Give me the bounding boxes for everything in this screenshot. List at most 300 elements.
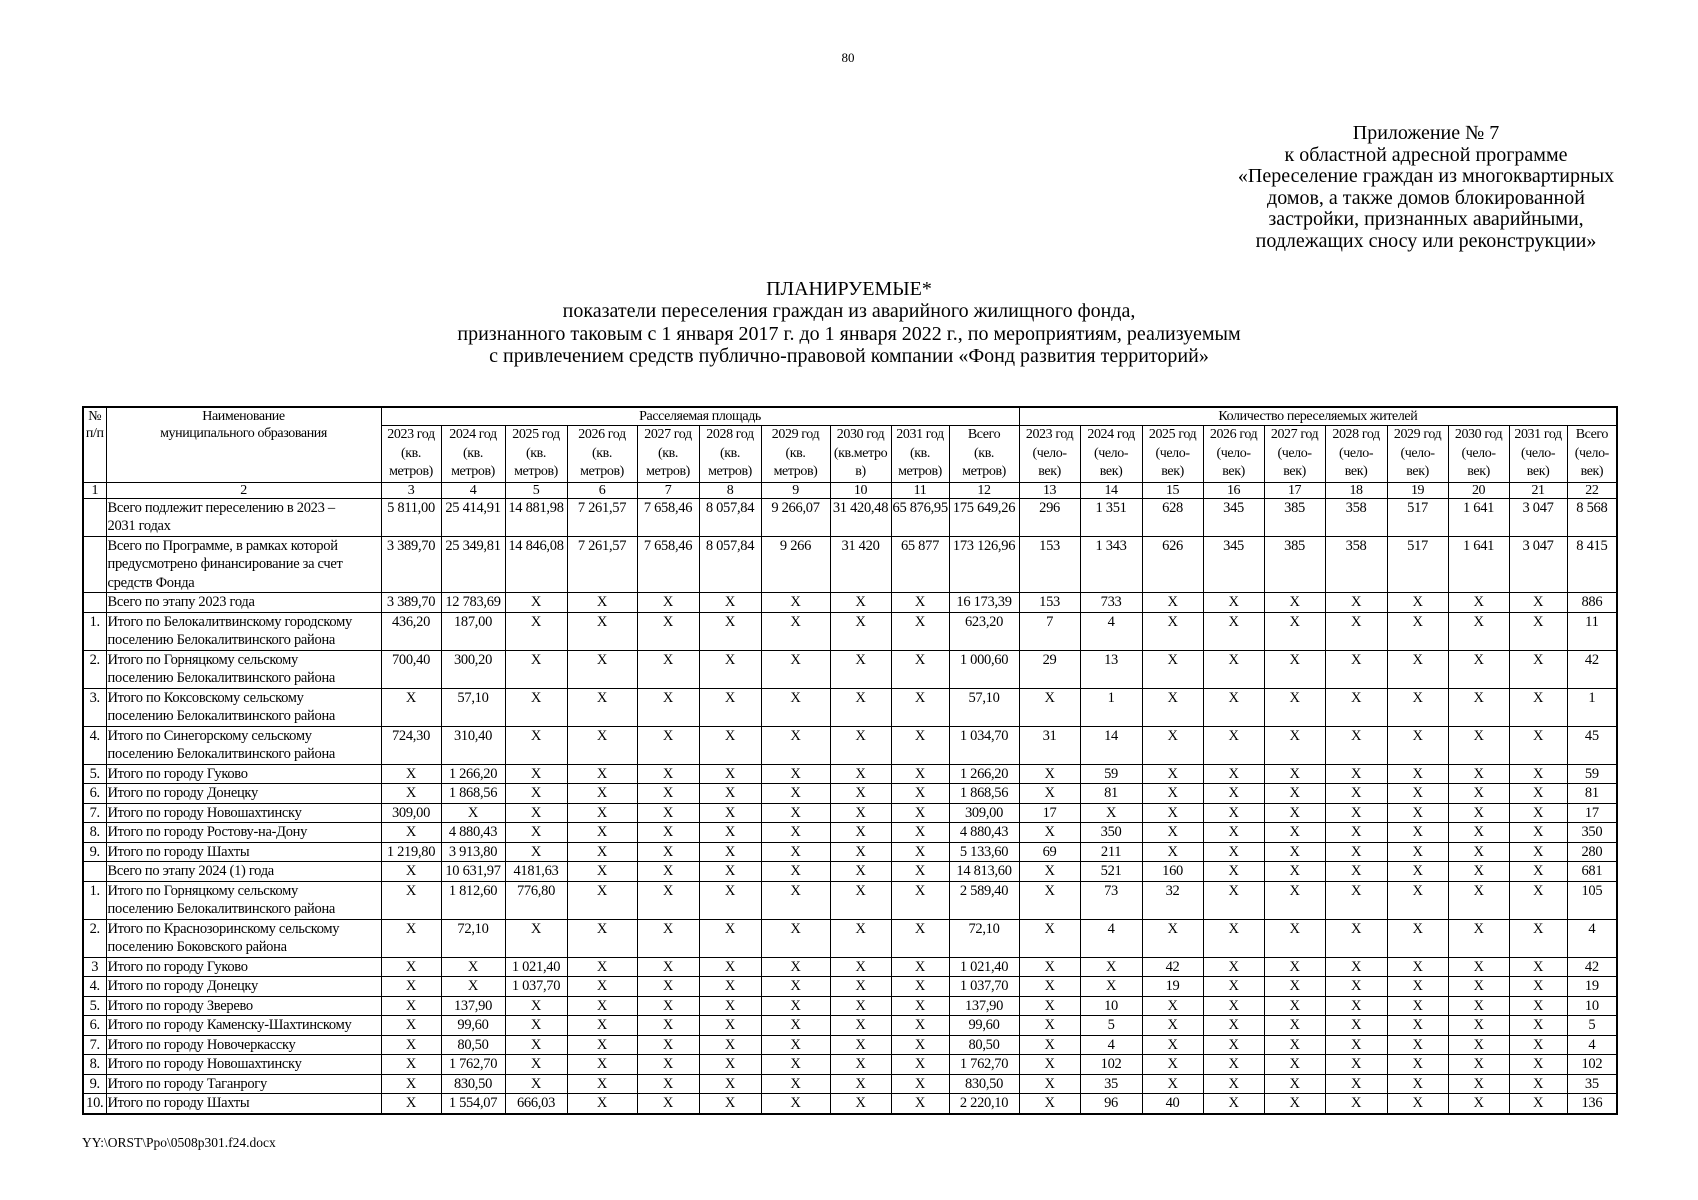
people-value-cell: 32 [1142,881,1203,919]
area-value-cell: X [699,919,761,957]
column-number-cell: 8 [699,482,761,498]
people-value-cell: X [1142,612,1203,650]
area-value-cell: 187,00 [441,612,505,650]
people-value-cell: X [1325,650,1387,688]
area-value-cell: X [891,1055,949,1075]
people-value-cell: X [1325,764,1387,784]
row-number-cell: 4. [83,726,106,764]
people-value-cell: X [1264,1094,1325,1114]
people-value-cell: X [1019,823,1080,843]
people-value-cell: X [1080,803,1142,823]
municipality-row [83,977,1617,997]
area-value-cell: X [637,650,699,688]
area-value-cell: X [830,862,891,882]
people-value-cell: X [1264,726,1325,764]
area-value-cell: X [761,593,830,613]
column-number-cell: 4 [441,482,505,498]
area-value-cell: X [891,919,949,957]
total-row [83,593,1617,613]
row-name-cell: Итого по Горняцкому сельскому поселению Белокалитвинского района [106,650,381,688]
area-value-cell: X [891,862,949,882]
area-value-cell: X [637,726,699,764]
area-value-cell: 3 913,80 [441,842,505,862]
table-column-number-row [83,482,1617,498]
people-value-cell: 17 [1567,803,1617,823]
people-value-cell: 4 [1567,1035,1617,1055]
people-value-cell: X [1203,842,1264,862]
appendix-line: «Переселение граждан из многоквартирных [1237,165,1615,187]
row-name-cell: Итого по Синегорскому сельскому поселению Белокалитвинского района [106,726,381,764]
area-value-cell: X [699,726,761,764]
appendix-line: подлежащих сносу или реконструкции» [1255,229,1597,252]
people-value-cell: X [1325,1016,1387,1036]
people-value-cell: 42 [1142,957,1203,977]
people-value-cell: X [1203,919,1264,957]
people-value-cell: X [1203,1074,1264,1094]
area-value-cell: 1 762,70 [949,1055,1019,1075]
row-name-cell: Итого по городу Донецку [106,977,381,997]
row-name-cell: Итого по городу Новошахтинску [106,803,381,823]
header-area-year: 2031 год (кв. метров) [891,426,949,483]
area-value-cell: 310,40 [441,726,505,764]
area-value-cell: 31 420 [830,536,891,593]
header-people-group: Количество переселяемых жителей [1019,407,1617,426]
row-name-cell: Всего по Программе, в рамках которой предусмотрено финансирование за счет средств Фонда [106,536,381,593]
people-value-cell: X [1264,1074,1325,1094]
area-value-cell: 9 266 [761,536,830,593]
area-value-cell: 309,00 [949,803,1019,823]
people-value-cell: X [1509,1074,1567,1094]
row-number-cell: 8. [83,823,106,843]
people-value-cell: X [1387,612,1448,650]
area-value-cell: X [567,650,637,688]
area-value-cell: X [567,1016,637,1036]
area-value-cell: 57,10 [441,688,505,726]
total-row [83,862,1617,882]
table-body [83,498,1617,1114]
people-value-cell: 69 [1019,842,1080,862]
area-value-cell: X [699,784,761,804]
people-value-cell: X [1387,1016,1448,1036]
area-value-cell: X [699,1074,761,1094]
area-value-cell: X [761,919,830,957]
people-value-cell: X [1142,842,1203,862]
people-value-cell: X [1387,1074,1448,1094]
municipality-row [83,842,1617,862]
area-value-cell: X [381,764,441,784]
people-value-cell: X [1448,1094,1509,1114]
area-value-cell: 7 658,46 [637,498,699,536]
people-value-cell: X [1019,881,1080,919]
people-value-cell: X [1387,1055,1448,1075]
header-area-year: 2029 год (кв. метров) [761,426,830,483]
area-value-cell: 1 762,70 [441,1055,505,1075]
people-value-cell: 5 [1567,1016,1617,1036]
area-value-cell: X [891,996,949,1016]
people-value-cell: X [1264,612,1325,650]
area-value-cell: X [567,688,637,726]
area-value-cell: 1 021,40 [505,957,567,977]
column-number-cell: 22 [1567,482,1617,498]
area-value-cell: X [830,881,891,919]
people-value-cell: X [1142,823,1203,843]
people-value-cell: X [1019,784,1080,804]
area-value-cell: 3 389,70 [381,536,441,593]
people-value-cell: X [1264,803,1325,823]
people-value-cell: 1 343 [1080,536,1142,593]
people-value-cell: X [1142,650,1203,688]
people-value-cell: X [1019,1055,1080,1075]
people-value-cell: X [1387,977,1448,997]
people-value-cell: 42 [1567,957,1617,977]
people-value-cell: 1 351 [1080,498,1142,536]
row-number-cell: 9. [83,842,106,862]
people-value-cell: X [1448,842,1509,862]
people-value-cell: X [1448,1035,1509,1055]
people-value-cell: 160 [1142,862,1203,882]
people-value-cell: X [1019,977,1080,997]
people-value-cell: X [1387,996,1448,1016]
area-value-cell: X [637,823,699,843]
people-value-cell: 5 [1080,1016,1142,1036]
people-value-cell: X [1264,823,1325,843]
area-value-cell: X [567,977,637,997]
area-value-cell: 65 876,95 [891,498,949,536]
area-value-cell: X [567,957,637,977]
row-number-cell [83,498,106,536]
area-value-cell: X [830,650,891,688]
people-value-cell: X [1264,1016,1325,1036]
area-value-cell: X [891,650,949,688]
area-value-cell: X [891,957,949,977]
header-people-year: 2024 год (чело- век) [1080,426,1142,483]
total-row [83,536,1617,593]
people-value-cell: X [1203,881,1264,919]
people-value-cell: 3 047 [1509,498,1567,536]
area-value-cell: X [567,726,637,764]
people-value-cell: 153 [1019,593,1080,613]
people-value-cell: 350 [1567,823,1617,843]
area-value-cell: X [505,1016,567,1036]
people-value-cell: X [1019,688,1080,726]
people-value-cell: X [1509,593,1567,613]
people-value-cell: X [1203,1094,1264,1114]
column-number-cell: 13 [1019,482,1080,498]
area-value-cell: X [891,688,949,726]
area-value-cell: 9 266,07 [761,498,830,536]
area-value-cell: X [761,764,830,784]
column-number-cell: 1 [83,482,106,498]
area-value-cell: 1 219,80 [381,842,441,862]
area-value-cell: 2 220,10 [949,1094,1019,1114]
row-number-cell: 3. [83,688,106,726]
row-number-cell: 5. [83,996,106,1016]
area-value-cell: X [891,726,949,764]
municipality-row [83,996,1617,1016]
area-value-cell: X [567,1094,637,1114]
area-value-cell: 8 057,84 [699,536,761,593]
area-value-cell: 1 021,40 [949,957,1019,977]
people-value-cell: X [1264,650,1325,688]
people-value-cell: X [1448,803,1509,823]
people-value-cell: 14 [1080,726,1142,764]
area-value-cell: X [891,823,949,843]
area-value-cell: 99,60 [949,1016,1019,1036]
area-value-cell: 4181,63 [505,862,567,882]
area-value-cell: X [830,1016,891,1036]
area-value-cell: 8 057,84 [699,498,761,536]
people-value-cell: X [1264,996,1325,1016]
row-number-cell [83,862,106,882]
people-value-cell: X [1448,919,1509,957]
area-value-cell: 724,30 [381,726,441,764]
municipality-row [83,803,1617,823]
people-value-cell: X [1264,881,1325,919]
column-number-cell: 5 [505,482,567,498]
people-value-cell: X [1509,1094,1567,1114]
area-value-cell: X [637,881,699,919]
area-value-cell: X [567,764,637,784]
people-value-cell: X [1509,784,1567,804]
area-value-cell: X [505,1055,567,1075]
municipality-row [83,650,1617,688]
people-value-cell: X [1448,881,1509,919]
area-value-cell: X [567,612,637,650]
row-number-cell: 3 [83,957,106,977]
column-number-cell: 19 [1387,482,1448,498]
area-value-cell: 57,10 [949,688,1019,726]
area-value-cell: X [761,1016,830,1036]
people-value-cell: X [1019,919,1080,957]
people-value-cell: 8 568 [1567,498,1617,536]
municipality-row [83,1074,1617,1094]
people-value-cell: 35 [1080,1074,1142,1094]
area-value-cell: 175 649,26 [949,498,1019,536]
column-number-cell: 10 [830,482,891,498]
area-value-cell: 65 877 [891,536,949,593]
area-value-cell: X [830,726,891,764]
people-value-cell: X [1448,593,1509,613]
people-value-cell: X [1325,881,1387,919]
people-value-cell: 13 [1080,650,1142,688]
area-value-cell: X [505,1035,567,1055]
area-value-cell: 3 389,70 [381,593,441,613]
row-number-cell: 4. [83,977,106,997]
people-value-cell: 45 [1567,726,1617,764]
people-value-cell: X [1142,996,1203,1016]
area-value-cell: X [505,612,567,650]
row-number-cell: 2. [83,650,106,688]
header-area-year: 2024 год (кв. метров) [441,426,505,483]
row-number-cell: 9. [83,1074,106,1094]
people-value-cell: 4 [1080,612,1142,650]
people-value-cell: X [1387,593,1448,613]
area-value-cell: X [505,726,567,764]
row-number-cell: 6. [83,1016,106,1036]
area-value-cell: X [830,764,891,784]
people-value-cell: X [1203,996,1264,1016]
people-value-cell: 4 [1567,919,1617,957]
people-value-cell: 153 [1019,536,1080,593]
area-value-cell: X [637,957,699,977]
area-value-cell: X [891,1016,949,1036]
people-value-cell: X [1080,977,1142,997]
area-value-cell: X [637,688,699,726]
area-value-cell: 7 261,57 [567,536,637,593]
row-name-cell: Итого по городу Гуково [106,764,381,784]
row-name-cell: Итого по городу Гуково [106,957,381,977]
area-value-cell: 623,20 [949,612,1019,650]
area-value-cell: X [830,996,891,1016]
people-value-cell: X [1264,688,1325,726]
area-value-cell: X [891,1035,949,1055]
area-value-cell: 137,90 [949,996,1019,1016]
area-value-cell: 10 631,97 [441,862,505,882]
area-value-cell: X [699,977,761,997]
header-people-year: 2029 год (чело- век) [1387,426,1448,483]
area-value-cell: 300,20 [441,650,505,688]
area-value-cell: X [761,650,830,688]
people-value-cell: X [1019,1035,1080,1055]
column-number-cell: 2 [106,482,381,498]
area-value-cell: X [761,726,830,764]
column-number-cell: 3 [381,482,441,498]
row-number-cell: 1. [83,881,106,919]
people-value-cell: X [1142,1016,1203,1036]
area-value-cell: 12 783,69 [441,593,505,613]
area-value-cell: X [381,996,441,1016]
row-name-cell: Итого по Белокалитвинскому городскому поселению Белокалитвинского района [106,612,381,650]
area-value-cell: X [567,1074,637,1094]
municipality-row [83,881,1617,919]
people-value-cell: 280 [1567,842,1617,862]
people-value-cell: X [1387,823,1448,843]
area-value-cell: 309,00 [381,803,441,823]
area-value-cell: X [381,1035,441,1055]
area-value-cell: X [830,803,891,823]
people-value-cell: X [1325,1035,1387,1055]
area-value-cell: X [567,1035,637,1055]
area-value-cell: X [761,823,830,843]
area-value-cell: X [505,1074,567,1094]
header-area-year: Всего (кв. метров) [949,426,1019,483]
area-value-cell: 666,03 [505,1094,567,1114]
people-value-cell: X [1142,1035,1203,1055]
column-number-cell: 21 [1509,482,1567,498]
people-value-cell: X [1325,726,1387,764]
area-value-cell: X [637,1016,699,1036]
people-value-cell: X [1448,977,1509,997]
area-value-cell: X [637,1035,699,1055]
people-value-cell: X [1325,784,1387,804]
people-value-cell: 40 [1142,1094,1203,1114]
people-value-cell: X [1325,996,1387,1016]
people-value-cell: X [1019,862,1080,882]
header-area-group: Расселяемая площадь [381,407,1019,426]
area-value-cell: 1 000,60 [949,650,1019,688]
row-name-cell: Всего по этапу 2024 (1) года [106,862,381,882]
area-value-cell: X [637,1074,699,1094]
municipality-row [83,764,1617,784]
people-value-cell: 385 [1264,536,1325,593]
area-value-cell: 16 173,39 [949,593,1019,613]
people-value-cell: X [1325,957,1387,977]
people-value-cell: 96 [1080,1094,1142,1114]
people-value-cell: X [1325,862,1387,882]
people-value-cell: X [1325,688,1387,726]
header-people-year: 2025 год (чело- век) [1142,426,1203,483]
row-name-cell: Итого по городу Новошахтинску [106,1055,381,1075]
people-value-cell: 29 [1019,650,1080,688]
people-value-cell: 11 [1567,612,1617,650]
area-value-cell: X [381,881,441,919]
people-value-cell: X [1019,957,1080,977]
appendix-line: Приложение № 7 [1352,122,1500,144]
resettlement-table [82,406,1618,1115]
area-value-cell: X [830,1074,891,1094]
area-value-cell: X [699,1035,761,1055]
header-people-year: 2027 год (чело- век) [1264,426,1325,483]
area-value-cell: X [761,1035,830,1055]
people-value-cell: X [1203,823,1264,843]
area-value-cell: X [699,1016,761,1036]
area-value-cell: X [830,593,891,613]
area-value-cell: X [761,862,830,882]
people-value-cell: 3 047 [1509,536,1567,593]
area-value-cell: X [830,919,891,957]
area-value-cell: X [505,650,567,688]
row-number-cell [83,593,106,613]
people-value-cell: X [1509,977,1567,997]
area-value-cell: X [381,977,441,997]
people-value-cell: 73 [1080,881,1142,919]
area-value-cell: X [637,784,699,804]
area-value-cell: X [381,1055,441,1075]
area-value-cell: X [891,1074,949,1094]
area-value-cell: 72,10 [949,919,1019,957]
people-value-cell: X [1264,784,1325,804]
people-value-cell: X [1203,977,1264,997]
area-value-cell: X [699,612,761,650]
people-value-cell: X [1142,726,1203,764]
area-value-cell: 1 034,70 [949,726,1019,764]
people-value-cell: X [1509,764,1567,784]
area-value-cell: X [381,1074,441,1094]
people-value-cell: X [1509,996,1567,1016]
people-value-cell: X [1203,650,1264,688]
people-value-cell: 19 [1142,977,1203,997]
area-value-cell: X [637,612,699,650]
area-value-cell: X [381,919,441,957]
column-number-cell: 20 [1448,482,1509,498]
area-value-cell: X [505,784,567,804]
area-value-cell: X [637,1094,699,1114]
row-number-cell [83,536,106,593]
row-name-cell: Итого по городу Каменску-Шахтинскому [106,1016,381,1036]
area-value-cell: X [567,862,637,882]
people-value-cell: X [1203,862,1264,882]
area-value-cell: X [505,688,567,726]
people-value-cell: X [1387,957,1448,977]
municipality-row [83,1055,1617,1075]
people-value-cell: 628 [1142,498,1203,536]
column-number-cell: 9 [761,482,830,498]
people-value-cell: X [1019,1094,1080,1114]
people-value-cell: X [1325,593,1387,613]
people-value-cell: 81 [1080,784,1142,804]
area-value-cell: X [441,957,505,977]
row-name-cell: Итого по городу Таганрогу [106,1074,381,1094]
